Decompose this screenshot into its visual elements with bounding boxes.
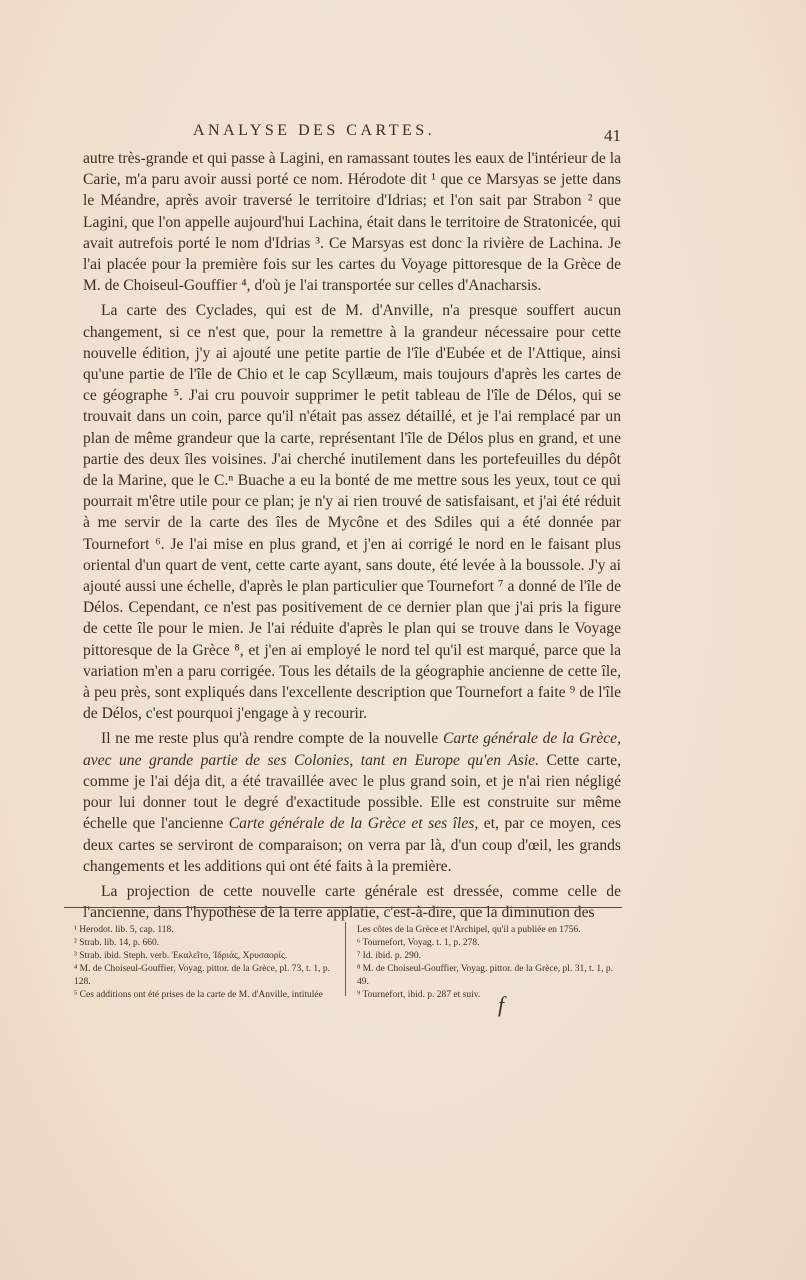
- paragraph-3-text-a: Il ne me reste plus qu'à rendre compte de la nouvelle: [101, 730, 443, 748]
- paragraph-3-text-c: Cette carte, comme je l'ai déja dit, a été travaillée avec le plus grand soin, et je n'ai rien négligé pour lui donner tout le degré d'exactitude possible. Elle est construite sur même échelle que l'ancienne: [83, 751, 621, 833]
- footnote-5-continued: Les côtes de la Grèce et l'Archipel, qu'il a publiée en 1756.: [357, 925, 581, 935]
- footnote-8: ⁸ M. de Choiseul-Gouffier, Voyag. pittor. de la Grèce, pl. 31, t. 1, p. 49.: [357, 964, 613, 987]
- footnote-9: ⁹ Tournefort, ibid. p. 287 et suiv.: [357, 990, 481, 1000]
- footnote-4: ⁴ M. de Choiseul-Gouffier, Voyag. pittor. de la Grèce, pl. 73, t. 1, p. 128.: [74, 964, 330, 987]
- footnote-7: ⁷ Id. ibid. p. 290.: [357, 951, 422, 961]
- column-divider: [345, 922, 346, 996]
- paragraph-4: La projection de cette nouvelle carte générale est dressée, comme celle de l'ancienne, dans l'hypothèse de la terre applatie, c'est-à-dire, que la diminution des: [83, 882, 621, 922]
- footnotes: [64, 918, 622, 1018]
- footnote-1: ¹ Herodot. lib. 5, cap. 118.: [74, 925, 174, 935]
- footnotes-left-column: [64, 924, 344, 1002]
- footnote-6: ⁶ Tournefort, Voyag. t. 1, p. 278.: [357, 938, 480, 948]
- paragraph-1: autre très-grande et qui passe à Lagini, en ramassant toutes les eaux de l'intérieur de la Carie, m'a paru avoir aussi porté ce nom. Hérodote dit ¹ que ce Marsyas se jette dans le Méandre, après avoir traversé le territoire d'Idrias; et l'on sait par Strabon ² que Lagini, que l'on appelle aujourd'hui Lachina, était dans le territoire de Stratonicée, qui avait autrefois porté le nom d'Idrias ³. Ce Marsyas est donc la rivière de Lachina. Je l'ai placée pour la première fois sur les cartes du Voyage pittoresque de la Grèce de M. de Choiseul-Gouffier ⁴, d'où je l'ai transportée sur celles d'Anacharsis.: [83, 150, 621, 295]
- signature-mark: f: [498, 992, 505, 1017]
- paragraph-2: La carte des Cyclades, qui est de M. d'Anville, n'a presque souffert aucun changement, si ce n'est que, pour la remettre à la grandeur nécessaire pour cette nouvelle édition, j'y ai ajouté une petite partie de l'île d'Eubée et de l'Attique, ainsi qu'une partie de l'île de Chio et le cap Scyllæum, mais toujours d'après les cartes de ce géographe ⁵. J'ai cru pouvoir supprimer le petit tableau de l'île de Délos, qui se trouvait dans un coin, parce qu'il n'était pas assez détaillé, et je l'ai remplacé par un plan de même grandeur que la carte, représentant l'île de Délos plus en grand, et une partie des deux îles voisines. J'ai cherché inutilement dans les portefeuilles du dépôt de la Marine, que le C.ⁿ Buache a eu la bonté de me mettre sous les yeux, tout ce qui pourrait m'être utile pour ce plan; je n'y ai rien trouvé de satisfaisant, et j'ai été réduit à me servir de la carte des îles de Mycône et des Sdiles qui a été donnée par Tournefort ⁶. Je l'ai mise en plus grand, et j'en ai corrigé le nord en le faisant plus oriental d'un quart de vent, cette carte ayant, sans doute, été levée à la boussole. J'y ai ajouté aussi une échelle, d'après le plan particulier que Tournefort ⁷ a donné de l'île de Délos. Cependant, ce n'est pas positivement de ce dernier plan que j'ai pris la figure de cette île pour le mien. Je l'ai réduite d'après le plan qui se trouve dans le Voyage pittoresque de la Grèce ⁸, et j'en ai employé le nord tel qu'il est marqué, parce que la variation m'en a paru corrigée. Tous les détails de la géographie ancienne de cette île, à peu près, sont expliqués dans l'excellente description que Tournefort a faite ⁹ de l'île de Délos, c'est pourquoi j'engage à y recourir.: [83, 302, 621, 723]
- footnote-rule: [64, 907, 622, 908]
- page-number: 41: [604, 126, 621, 145]
- footnotes-right-column: [349, 924, 622, 1002]
- paragraph-3: [83, 728, 621, 876]
- map-title-old: Carte générale de la Grèce et ses îles,: [228, 815, 479, 833]
- footnote-2: ² Strab. lib. 14, p. 660.: [74, 938, 160, 948]
- footnote-3: ³ Strab. ibid. Steph. verb. Ἐκαλεῖτο, Ἰδριάς, Χρυσαορίς.: [74, 951, 288, 961]
- page-header: [83, 122, 621, 146]
- paragraph-3-text-e: et, par ce moyen, ces deux cartes se serviront de comparaison; on verra par là, d'un coup d'œil, les grands changements et les additions qui ont été faits à la première.: [83, 815, 621, 875]
- footnote-5: ⁵ Ces additions ont été prises de la carte de M. d'Anville, intitulée: [74, 990, 323, 1000]
- map-title-new: Carte générale de la Grèce, avec une grande partie de ses Colonies, tant en Europe qu'en Asie.: [83, 730, 621, 769]
- running-title: ANALYSE DES CARTES.: [193, 122, 436, 139]
- body-text: [83, 148, 621, 923]
